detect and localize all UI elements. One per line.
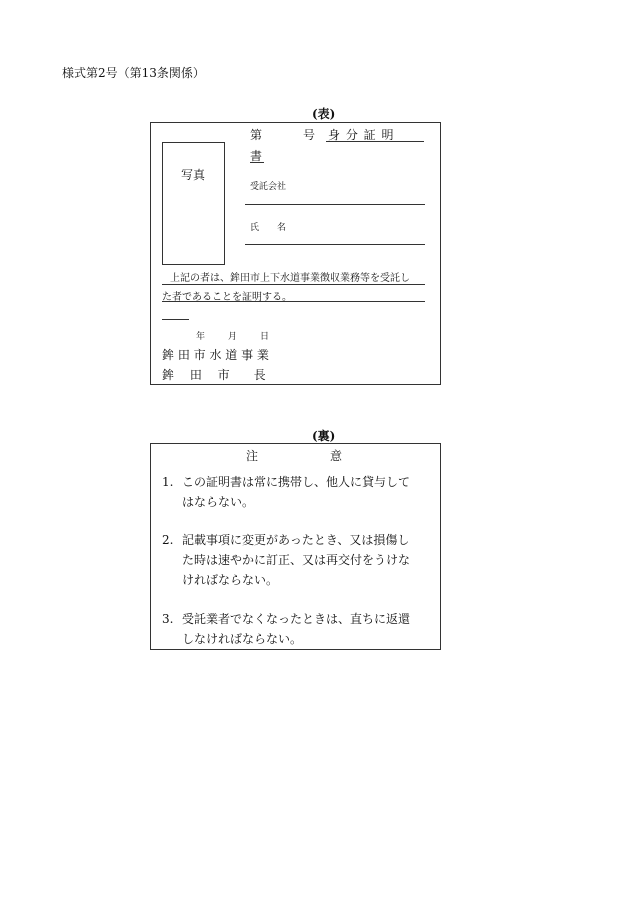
notes-title-right: 意	[330, 449, 343, 463]
note-item-2	[162, 530, 432, 590]
issuer-line-1: 鉾 田 市 水 道 事 業	[162, 348, 269, 362]
company-label: 受託会社	[250, 182, 287, 192]
date-month: 月	[228, 332, 238, 342]
card-title-underline	[326, 141, 424, 142]
photo-label: 写真	[181, 168, 206, 182]
form-title: 様式第2号（第13条関係）	[62, 66, 205, 80]
card-title-tail-underline	[250, 162, 264, 163]
company-line	[245, 204, 425, 205]
note-text	[182, 609, 427, 649]
note-line: はならない。	[182, 495, 255, 509]
note-number: 3.	[162, 612, 174, 626]
note-line: この証明書は常に携帯し、他人に貸与して	[182, 475, 411, 489]
note-text	[182, 530, 427, 590]
note-line: 受託業者でなくなったときは、直ちに返還	[182, 612, 411, 626]
date-year: 年	[196, 332, 206, 342]
note-text	[182, 472, 427, 512]
note-line: ければならない。	[182, 573, 279, 587]
note-item-1	[162, 472, 432, 512]
notes-title-left: 注	[246, 449, 259, 463]
front-side-label: (表)	[312, 107, 336, 121]
number-suffix: 号	[303, 128, 316, 142]
photo-frame	[162, 142, 225, 265]
note-line: しなければならない。	[182, 632, 303, 646]
statement-line-1: 上記の者は、鉾田市上下水道事業徴収業務等を受託し	[170, 273, 410, 284]
issuer-line-2: 鉾 田 市 長	[162, 368, 266, 382]
note-line: た時は速やかに訂正、又は再交付をうけな	[182, 553, 411, 567]
statement-underline-1	[162, 284, 425, 285]
date-day: 日	[260, 332, 270, 342]
name-line	[245, 244, 425, 245]
name-label: 氏 名	[250, 223, 287, 233]
note-line: 記載事項に変更があったとき、又は損傷し	[182, 533, 410, 547]
card-title-tail: 書	[250, 149, 263, 163]
statement-underline-2	[162, 301, 425, 302]
statement-line-2: た者であることを証明する。	[162, 292, 292, 303]
back-side-label: (裏)	[312, 429, 336, 443]
number-prefix: 第	[250, 128, 263, 142]
note-number: 1.	[162, 475, 174, 489]
card-title: 身 分 証 明	[328, 128, 395, 142]
note-number: 2.	[162, 533, 174, 547]
statement-underline-3	[162, 319, 189, 320]
note-item-3	[162, 609, 432, 649]
